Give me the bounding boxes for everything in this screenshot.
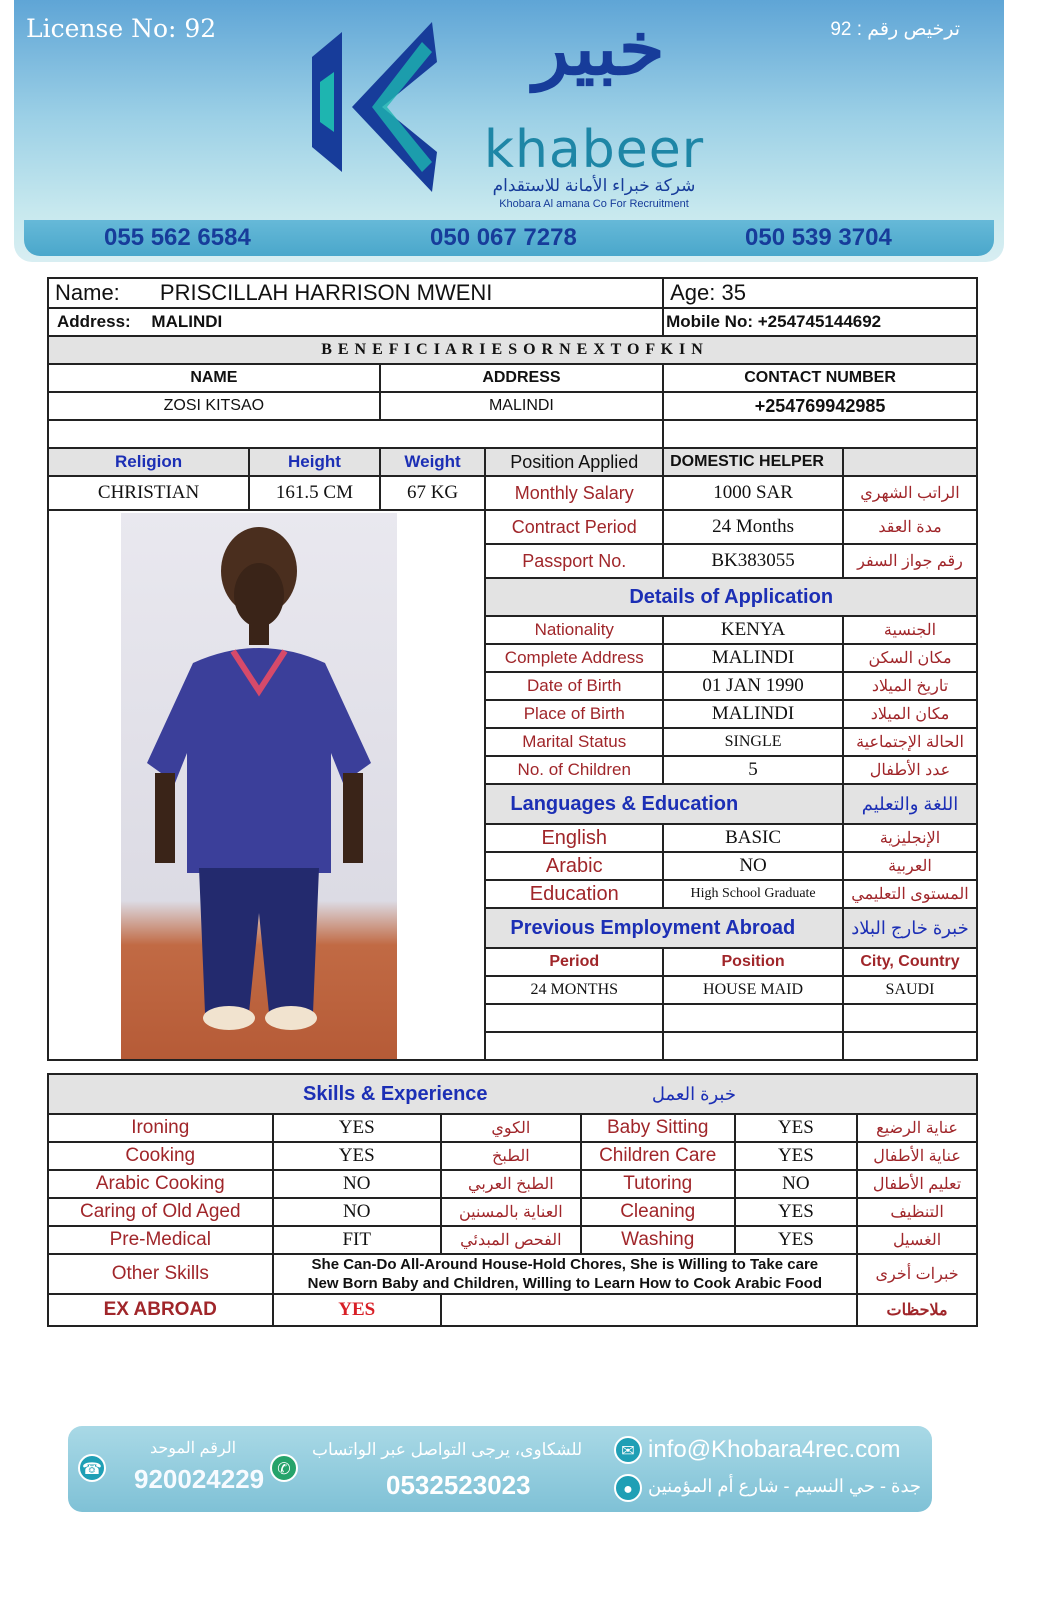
religion-value: CHRISTIAN — [48, 476, 249, 510]
skill-tutoring-value: NO — [735, 1170, 858, 1198]
other-skills-label: Other Skills — [48, 1254, 273, 1294]
employment-title-ar: خبرة خارج البلاد — [843, 908, 977, 948]
whatsapp-number: 0532523023 — [386, 1470, 531, 1500]
phone-icon: ☎ — [78, 1454, 106, 1482]
weight-value: 67 KG — [380, 476, 486, 510]
ex-abroad-value: YES — [273, 1294, 441, 1326]
skill-cleaning-value: YES — [735, 1198, 858, 1226]
employment-period: 24 MONTHS — [485, 976, 663, 1004]
salary-value: 1000 SAR — [663, 476, 843, 510]
kin-header-name: NAME — [48, 364, 380, 392]
empty-cell — [663, 420, 977, 448]
height-value: 161.5 CM — [249, 476, 380, 510]
employment-title: Previous Employment Abroad — [485, 908, 843, 948]
languages-title-ar: اللغة والتعليم — [843, 784, 977, 824]
nationality-value: KENYA — [663, 616, 843, 644]
applicant-mobile: +254745144692 — [757, 312, 882, 331]
phone-number-2: 050 067 7278 — [430, 224, 577, 251]
skill-cooking-ar: الطبخ — [441, 1142, 581, 1170]
whatsapp-label: للشكاوى، يرجى التواصل عبر الواتساب — [312, 1440, 583, 1459]
skill-tutoring-ar: تعليم الأطفال — [857, 1170, 977, 1198]
email-link[interactable]: info@Khobara4rec.com — [648, 1436, 901, 1463]
arabic-value: NO — [663, 852, 843, 880]
skill-arabic-cooking-value: NO — [273, 1170, 441, 1198]
empty-cell — [843, 1004, 977, 1032]
skill-cleaning-ar: التنظيف — [857, 1198, 977, 1226]
english-value: BASIC — [663, 824, 843, 852]
empty-cell — [48, 420, 663, 448]
khabeer-logo-icon — [312, 22, 442, 192]
salary-label: Monthly Salary — [485, 476, 663, 510]
skill-premedical-value: FIT — [273, 1226, 441, 1254]
skill-cleaning-label: Cleaning — [581, 1198, 735, 1226]
phone-number-1: 055 562 6584 — [104, 224, 251, 251]
dob-value: 01 JAN 1990 — [663, 672, 843, 700]
skill-ironing-label: Ironing — [48, 1114, 273, 1142]
skill-ironing-ar: الكوي — [441, 1114, 581, 1142]
empty-cell — [485, 1004, 663, 1032]
arabic-label: Arabic — [485, 852, 663, 880]
empty-cell — [663, 1032, 843, 1060]
company-name-ar: شركة خبراء الأمانة للاستقدام — [492, 176, 696, 195]
location-icon: ● — [614, 1474, 642, 1502]
age-label: Age: — [670, 280, 716, 305]
office-address: جدة - حي النسيم - شارع أم المؤمنين — [648, 1476, 922, 1496]
skill-cooking-value: YES — [273, 1142, 441, 1170]
skills-title-ar: خبرة العمل — [581, 1074, 977, 1114]
english-label-ar: الإنجليزية — [843, 824, 977, 852]
applicant-age: 35 — [721, 280, 746, 305]
passport-label: Passport No. — [485, 544, 663, 578]
complete-address-label: Complete Address — [485, 644, 663, 672]
pob-label: Place of Birth — [485, 700, 663, 728]
passport-label-ar: رقم جواز السفر — [843, 544, 977, 578]
pob-label-ar: مكان الميلاد — [843, 700, 977, 728]
kin-header-address: ADDRESS — [380, 364, 663, 392]
marital-status-label-ar: الحالة الإجتماعية — [843, 728, 977, 756]
applicant-address: MALINDI — [151, 312, 223, 331]
applicant-photo — [121, 513, 397, 1060]
skill-old-aged-value: NO — [273, 1198, 441, 1226]
photo-cell — [48, 510, 485, 1060]
empty-cell — [485, 1032, 663, 1060]
mail-icon[interactable]: ✉ — [614, 1436, 642, 1464]
marital-status-value: SINGLE — [663, 728, 843, 756]
person-figure-icon — [121, 513, 397, 1060]
marital-status-label: Marital Status — [485, 728, 663, 756]
other-skills-text — [273, 1254, 858, 1294]
kin-name: ZOSI KITSAO — [48, 392, 380, 420]
nationality-label: Nationality — [485, 616, 663, 644]
children-label: No. of Children — [485, 756, 663, 784]
city-country-header: City, Country — [843, 948, 977, 976]
pob-value: MALINDI — [663, 700, 843, 728]
brand-name-ar: خبير — [533, 7, 665, 90]
religion-header: Religion — [48, 448, 249, 476]
other-skills-line-1: She Can-Do All-Around House-Hold Chores, She is Willing to Take care — [311, 1256, 819, 1273]
contract-period-value: 24 Months — [663, 510, 843, 544]
name-cell — [48, 278, 663, 308]
languages-title: Languages & Education — [485, 784, 843, 824]
skill-premedical-label: Pre-Medical — [48, 1226, 273, 1254]
skill-arabic-cooking-ar: الطبخ العربي — [441, 1170, 581, 1198]
whatsapp-icon: ✆ — [270, 1454, 298, 1482]
contract-period-label-ar: مدة العقد — [843, 510, 977, 544]
mobile-cell — [663, 308, 977, 336]
age-cell — [663, 278, 977, 308]
skill-tutoring-label: Tutoring — [581, 1170, 735, 1198]
other-skills-ar: خبرات أخرى — [857, 1254, 977, 1294]
skill-arabic-cooking-label: Arabic Cooking — [48, 1170, 273, 1198]
skill-premedical-ar: الفحص المبدئي — [441, 1226, 581, 1254]
contract-period-label: Contract Period — [485, 510, 663, 544]
children-value: 5 — [663, 756, 843, 784]
arabic-label-ar: العربية — [843, 852, 977, 880]
unified-number-label: الرقم الموحد — [150, 1440, 237, 1457]
empty-cell — [843, 448, 977, 476]
applicant-name: PRISCILLAH HARRISON MWENI — [159, 280, 493, 305]
salary-label-ar: الراتب الشهري — [843, 476, 977, 510]
height-header: Height — [249, 448, 380, 476]
skill-childrencare-value: YES — [735, 1142, 858, 1170]
empty-cell — [843, 1032, 977, 1060]
skill-washing-value: YES — [735, 1226, 858, 1254]
kin-address: MALINDI — [380, 392, 663, 420]
skill-old-aged-label: Caring of Old Aged — [48, 1198, 273, 1226]
ex-abroad-label: EX ABROAD — [48, 1294, 273, 1326]
position-applied-header: Position Applied — [485, 448, 663, 476]
position-header: Position — [663, 948, 843, 976]
kin-header-contact: CONTACT NUMBER — [663, 364, 977, 392]
dob-label: Date of Birth — [485, 672, 663, 700]
complete-address-value: MALINDI — [663, 644, 843, 672]
applicant-table — [47, 277, 978, 1061]
passport-value: BK383055 — [663, 544, 843, 578]
skill-washing-ar: الغسيل — [857, 1226, 977, 1254]
skills-table — [47, 1073, 978, 1327]
kin-title: B E N E F I C I A R I E S O R N E X T O F K I N — [48, 336, 977, 364]
kin-contact: +254769942985 — [663, 392, 977, 420]
unified-number: 920024229 — [134, 1464, 265, 1494]
skill-childrencare-label: Children Care — [581, 1142, 735, 1170]
education-value: High School Graduate — [663, 880, 843, 908]
name-label: Name: — [55, 280, 120, 305]
complete-address-label-ar: مكان السكن — [843, 644, 977, 672]
employment-position: HOUSE MAID — [663, 976, 843, 1004]
position-applied: DOMESTIC HELPER — [663, 448, 843, 476]
remarks-ar: ملاحظات — [857, 1294, 977, 1326]
skill-washing-label: Washing — [581, 1226, 735, 1254]
other-skills-line-2: New Born Baby and Children, Willing to Learn How to Cook Arabic Food — [307, 1275, 822, 1292]
brand-name-en: khabeer — [483, 120, 705, 180]
education-label: Education — [485, 880, 663, 908]
address-label: Address: — [57, 312, 131, 331]
skill-babysitting-value: YES — [735, 1114, 858, 1142]
header-banner — [14, 0, 1004, 262]
details-title: Details of Application — [485, 578, 977, 616]
dob-label-ar: تاريخ الميلاد — [843, 672, 977, 700]
footer-bar — [68, 1426, 932, 1512]
skill-babysitting-label: Baby Sitting — [581, 1114, 735, 1142]
skills-title: Skills & Experience — [48, 1074, 581, 1114]
english-label: English — [485, 824, 663, 852]
skill-childrencare-ar: عناية الأطفال — [857, 1142, 977, 1170]
children-label-ar: عدد الأطفال — [843, 756, 977, 784]
phone-number-3: 050 539 3704 — [745, 224, 892, 251]
address-cell — [48, 308, 663, 336]
phone-bar — [24, 220, 994, 256]
weight-header: Weight — [380, 448, 486, 476]
mobile-label: Mobile No: — [666, 312, 754, 331]
empty-cell — [663, 1004, 843, 1032]
license-en: License No: 92 — [26, 14, 217, 43]
skill-ironing-value: YES — [273, 1114, 441, 1142]
skill-cooking-label: Cooking — [48, 1142, 273, 1170]
education-label-ar: المستوى التعليمي — [843, 880, 977, 908]
skill-babysitting-ar: عناية الرضيع — [857, 1114, 977, 1142]
period-header: Period — [485, 948, 663, 976]
nationality-label-ar: الجنسية — [843, 616, 977, 644]
employment-city: SAUDI — [843, 976, 977, 1004]
company-name-en: Khobara Al amana Co For Recruitment — [499, 198, 689, 210]
empty-cell — [441, 1294, 857, 1326]
skill-old-aged-ar: العناية بالمسنين — [441, 1198, 581, 1226]
license-ar: ترخيص رقم : 92 — [830, 19, 960, 40]
